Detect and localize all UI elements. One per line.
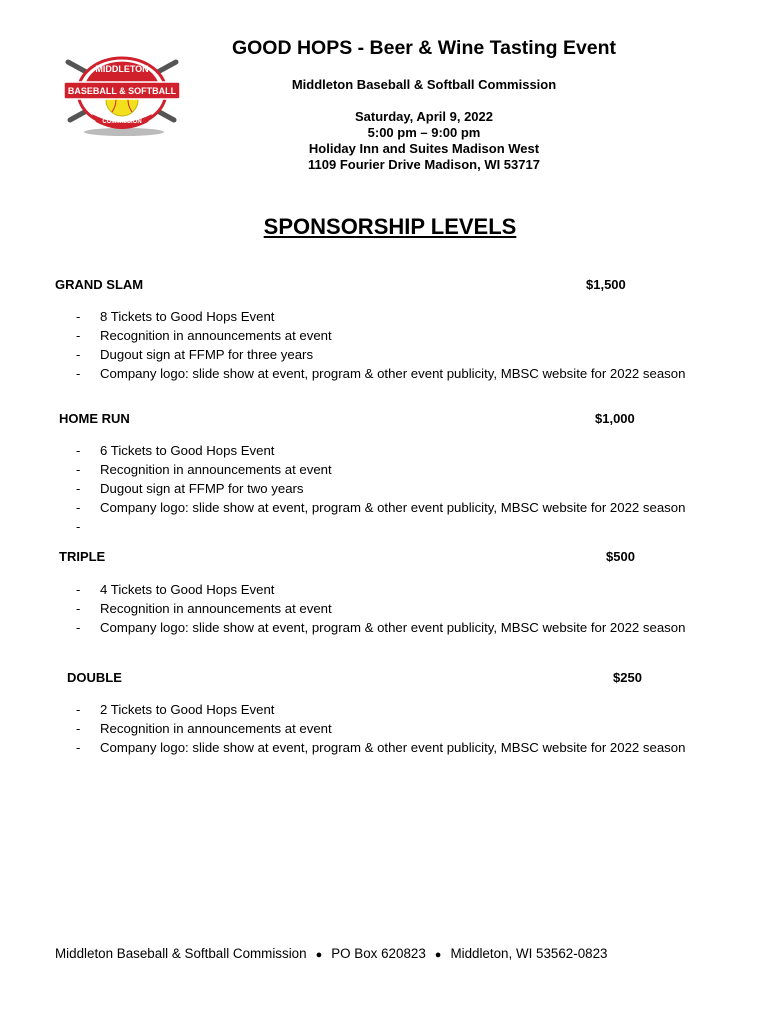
event-address: 1109 Fourier Drive Madison, WI 53717: [308, 157, 540, 172]
logo-banner-text: BASEBALL & SOFTBALL: [67, 86, 177, 96]
level-price-home-run: $1,000: [595, 411, 635, 426]
list-dash: -: [76, 347, 81, 362]
list-item: Recognition in announcements at event: [100, 328, 332, 343]
list-dash: -: [76, 721, 81, 736]
list-item: Company logo: slide show at event, program & other event publicity, MBSC website for 2022 season: [100, 366, 686, 381]
list-item: 2 Tickets to Good Hops Event: [100, 702, 275, 717]
event-title: GOOD HOPS - Beer & Wine Tasting Event: [231, 37, 617, 59]
logo-top-text: MIDDLETON: [95, 64, 149, 74]
footer-separator: ●: [315, 949, 323, 961]
footer-org: Middleton Baseball & Softball Commission: [55, 946, 307, 961]
footer-po-box: PO Box 620823: [331, 946, 426, 961]
event-venue: Holiday Inn and Suites Madison West: [308, 141, 540, 156]
list-dash: -: [76, 328, 81, 343]
organization-name: Middleton Baseball & Softball Commission: [291, 77, 557, 92]
list-dash: -: [76, 519, 81, 534]
level-price-triple: $500: [606, 549, 635, 564]
list-item: Company logo: slide show at event, program & other event publicity, MBSC website for 2022 season: [100, 620, 686, 635]
logo-bottom-text: COMMISSION: [102, 119, 142, 125]
list-item: Recognition in announcements at event: [100, 721, 332, 736]
list-dash: -: [76, 702, 81, 717]
list-dash: -: [76, 462, 81, 477]
list-dash: -: [76, 601, 81, 616]
level-price-grand-slam: $1,500: [586, 277, 626, 292]
list-item: Recognition in announcements at event: [100, 462, 332, 477]
list-dash: -: [76, 500, 81, 515]
list-dash: -: [76, 582, 81, 597]
footer-separator: ●: [434, 949, 442, 961]
list-item: Dugout sign at FFMP for two years: [100, 481, 304, 496]
list-item: Recognition in announcements at event: [100, 601, 332, 616]
list-dash: -: [76, 740, 81, 755]
list-item: 6 Tickets to Good Hops Event: [100, 443, 275, 458]
list-item: Dugout sign at FFMP for three years: [100, 347, 314, 362]
level-name-grand-slam: GRAND SLAM: [55, 277, 144, 292]
level-name-home-run: HOME RUN: [59, 411, 130, 426]
event-time: 5:00 pm – 9:00 pm: [367, 125, 481, 140]
page-footer: [55, 946, 608, 961]
list-dash: -: [76, 443, 81, 458]
level-name-double: DOUBLE: [67, 670, 122, 685]
list-dash: -: [76, 309, 81, 324]
list-item: Company logo: slide show at event, program & other event publicity, MBSC website for 2022 season: [100, 740, 686, 755]
list-item: Company logo: slide show at event, program & other event publicity, MBSC website for 2022 season: [100, 500, 686, 515]
list-item: 8 Tickets to Good Hops Event: [100, 309, 275, 324]
list-dash: -: [76, 481, 81, 496]
event-date: Saturday, April 9, 2022: [354, 109, 493, 124]
list-item: 4 Tickets to Good Hops Event: [100, 582, 275, 597]
level-price-double: $250: [613, 670, 642, 685]
list-dash: -: [76, 620, 81, 635]
list-dash: -: [76, 366, 81, 381]
level-name-triple: TRIPLE: [59, 549, 106, 564]
footer-city: Middleton, WI 53562-0823: [450, 946, 608, 961]
sponsorship-heading: SPONSORSHIP LEVELS: [263, 214, 517, 239]
